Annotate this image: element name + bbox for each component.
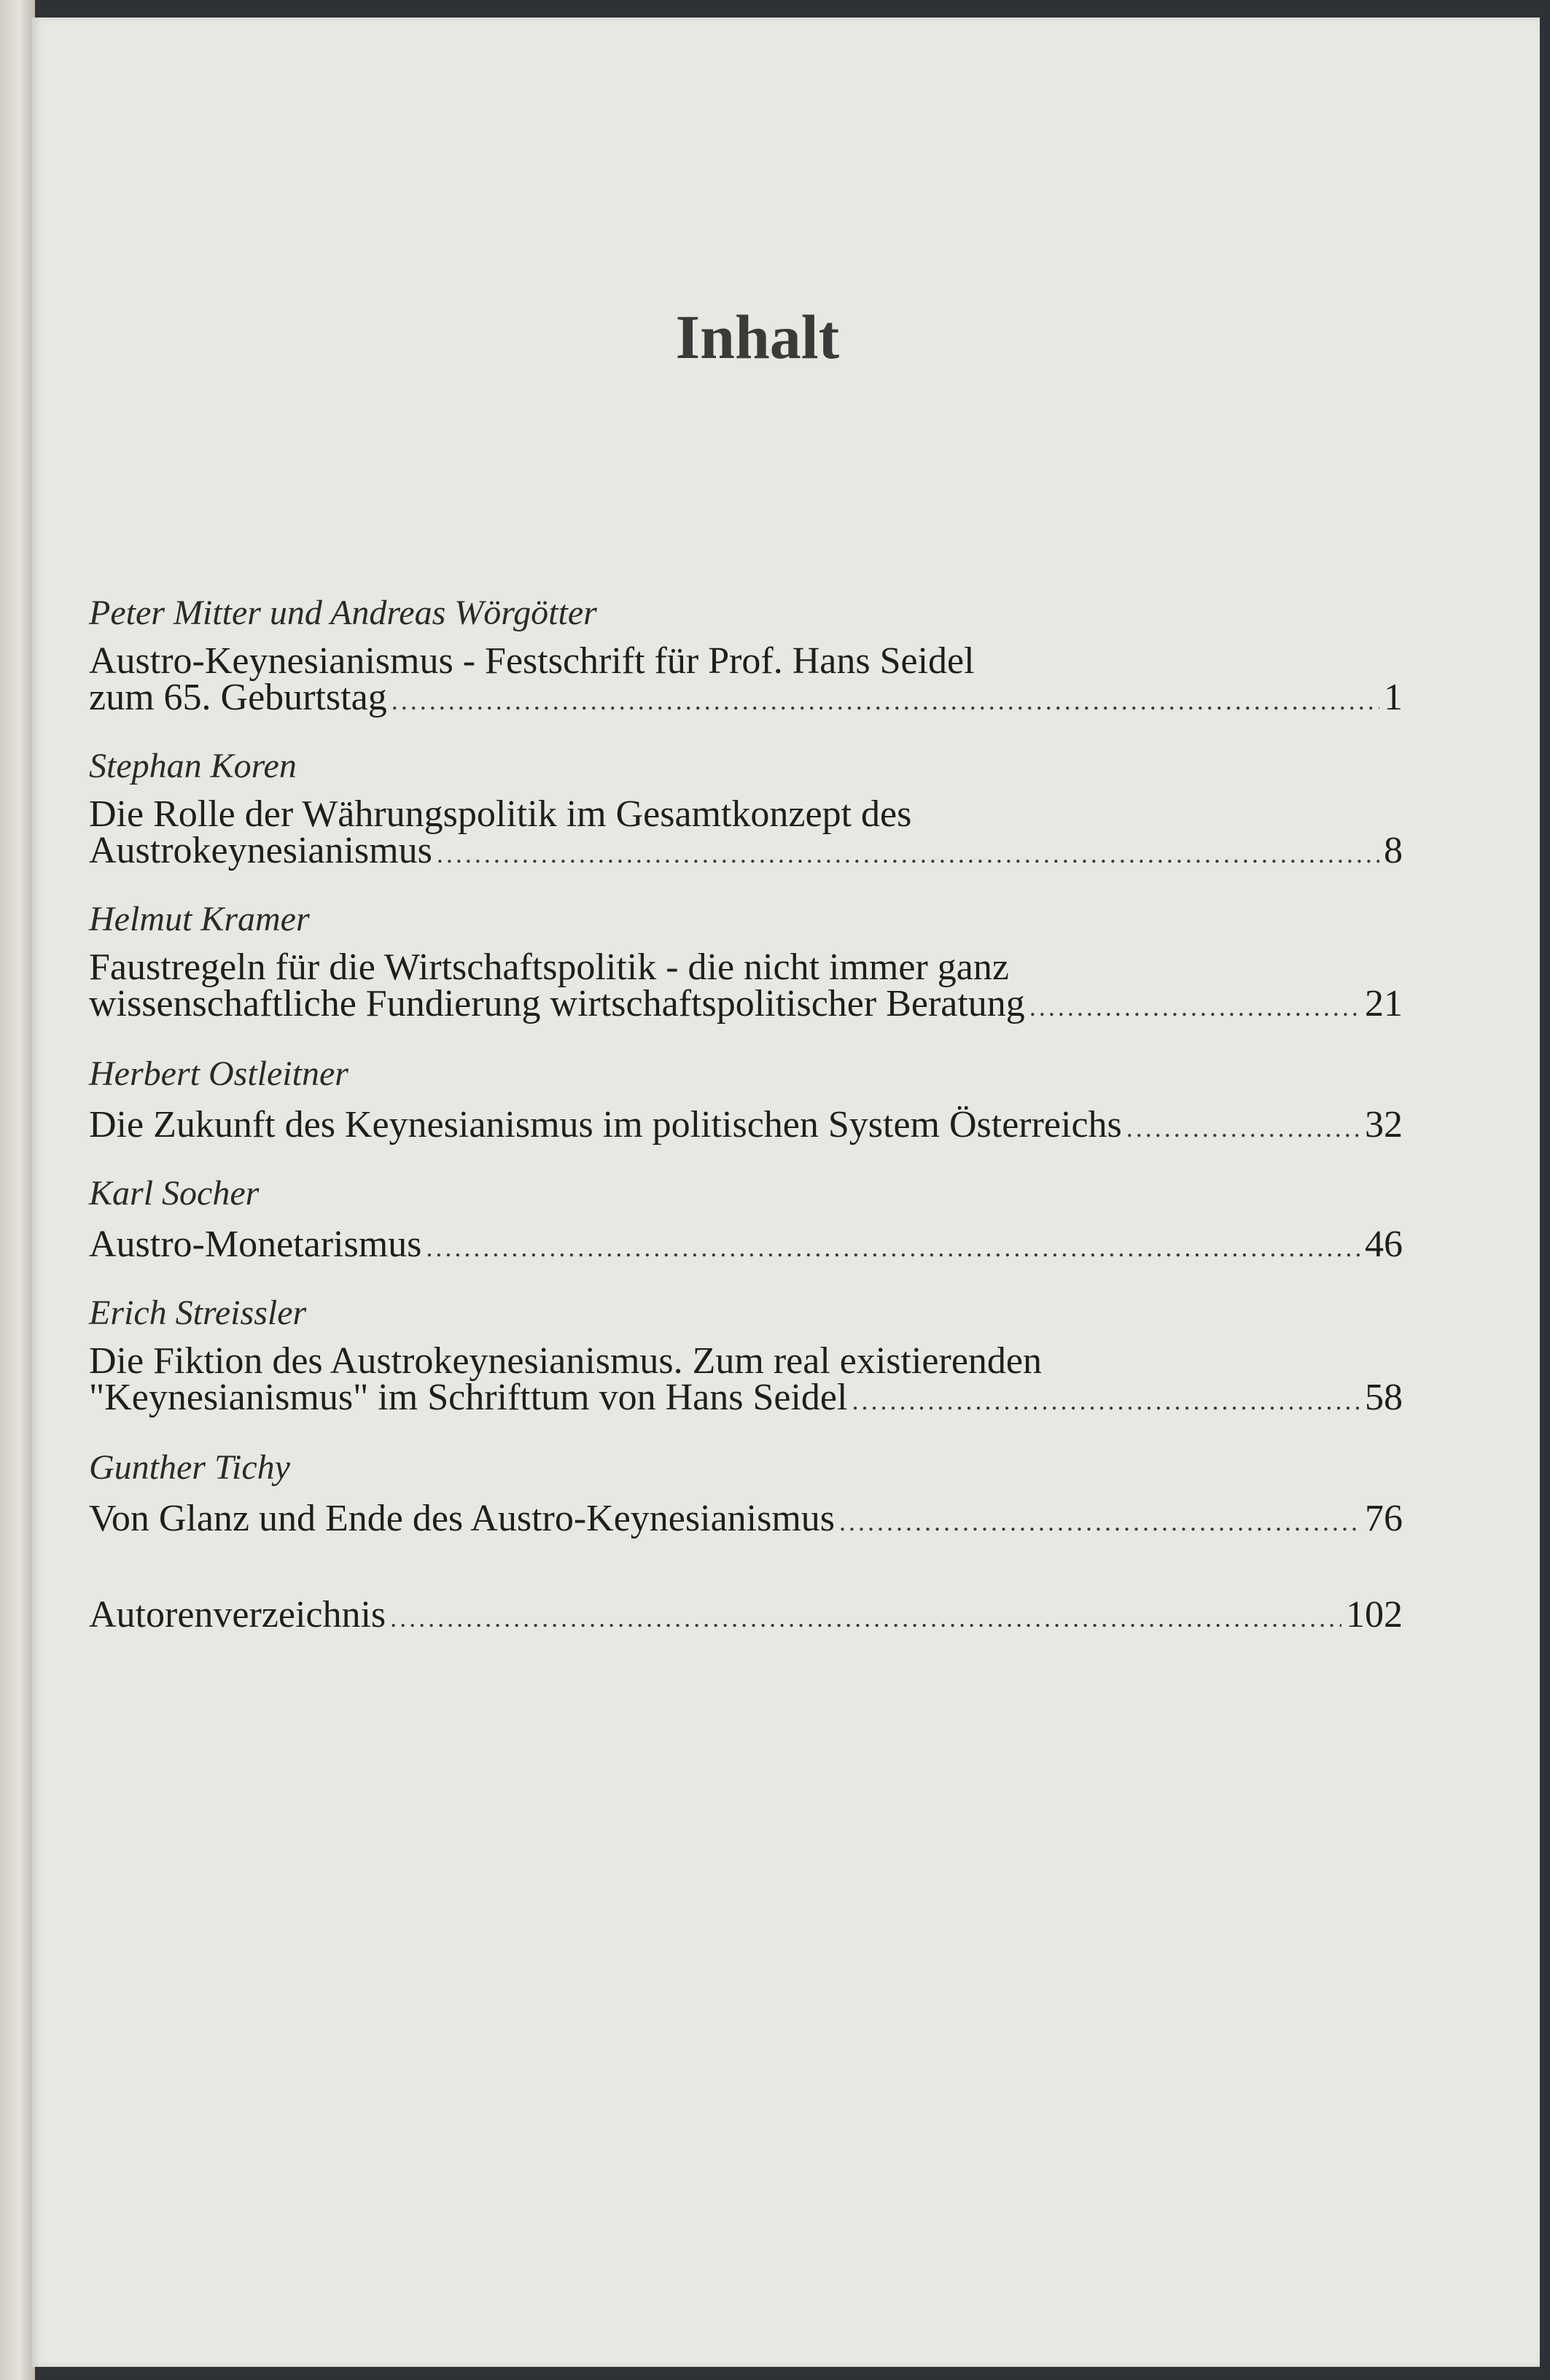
dot-leader [1029, 989, 1360, 1025]
dot-leader [852, 1382, 1360, 1419]
dot-leader [390, 1600, 1341, 1636]
toc-entry-title-line [89, 1594, 1403, 1636]
toc-entry-author: Herbert Ostleitner [89, 1054, 348, 1093]
toc-entry-title-line [89, 1104, 1403, 1146]
toc-entry-title: Die Rolle der Währungspolitik im Gesamtkonzept des [89, 793, 912, 835]
toc-entry-koren [89, 747, 1403, 872]
toc-entry-title-continued: zum 65. Geburtstag [89, 677, 387, 718]
dot-leader [426, 1229, 1360, 1266]
toc-entry-title-line [89, 1340, 1403, 1382]
toc-entry-title: Austro-Monetarismus [89, 1224, 422, 1265]
toc-entry-page-number: 32 [1365, 1104, 1403, 1146]
toc-entry-ostleitner [89, 1054, 1403, 1146]
toc-entry-title: Austro-Keynesianismus - Festschrift für Prof. Hans Seidel [89, 640, 975, 682]
toc-entry-title-continued: "Keynesianismus" im Schrifttum von Hans Seidel [89, 1377, 848, 1418]
toc-appendix-page-number: 102 [1346, 1594, 1403, 1636]
toc-entry-page-number: 76 [1365, 1498, 1403, 1539]
toc-entry-page-number: 1 [1384, 677, 1403, 718]
toc-entry-title-line [89, 677, 1403, 719]
dot-leader [839, 1504, 1360, 1540]
toc-entry-title: Von Glanz und Ende des Austro-Keynesianismus [89, 1498, 836, 1539]
toc-entry-kramer [89, 900, 1403, 1025]
toc-entry-page-number: 46 [1365, 1224, 1403, 1265]
toc-entry-appendix [89, 1594, 1403, 1636]
toc-entry-title-line [89, 830, 1403, 872]
toc-entry-title-line [89, 640, 1403, 682]
dot-leader [1126, 1110, 1360, 1146]
toc-entry-title-continued: Austrokeynesianismus [89, 830, 432, 871]
toc-entry-streissler [89, 1294, 1403, 1419]
toc-entry-author: Peter Mitter und Andreas Wörgötter [89, 594, 597, 632]
toc-appendix-title: Autorenverzeichnis [89, 1594, 386, 1636]
toc-entry-author: Erich Streissler [89, 1294, 307, 1332]
toc-entry-title: Faustregeln für die Wirtschaftspolitik - die nicht immer ganz [89, 946, 1009, 988]
toc-entry-tichy [89, 1448, 1403, 1540]
page-title: Inhalt [675, 302, 840, 372]
dot-leader [437, 836, 1379, 872]
toc-entry-author: Stephan Koren [89, 747, 297, 785]
toc-entry-title-line [89, 1498, 1403, 1540]
toc-entry-title-continued: wissenschaftliche Fundierung wirtschaftspolitischer Beratung [89, 983, 1025, 1024]
toc-entry-socher [89, 1174, 1403, 1266]
book-page [32, 18, 1540, 2367]
dot-leader [392, 682, 1379, 719]
toc-entry-title-line [89, 946, 1403, 988]
toc-entry-page-number: 21 [1365, 983, 1403, 1024]
toc-entry-title-line [89, 793, 1403, 835]
toc-entry-author: Gunther Tichy [89, 1448, 290, 1487]
toc-entry-mitter-woergoetter [89, 594, 1403, 719]
toc-entry-title-line [89, 1377, 1403, 1419]
toc-entry-author: Helmut Kramer [89, 900, 310, 938]
toc-entry-title: Die Zukunft des Keynesianismus im politischen System Österreichs [89, 1104, 1122, 1146]
toc-entry-title: Die Fiktion des Austrokeynesianismus. Zum real existierenden [89, 1340, 1042, 1382]
toc-entry-title-line [89, 983, 1403, 1025]
toc-entry-page-number: 8 [1384, 830, 1403, 871]
toc-entry-title-line [89, 1226, 1403, 1266]
toc-entry-page-number: 58 [1365, 1377, 1403, 1418]
book-spine-edge [0, 0, 35, 2380]
toc-entry-author: Karl Socher [89, 1174, 260, 1213]
